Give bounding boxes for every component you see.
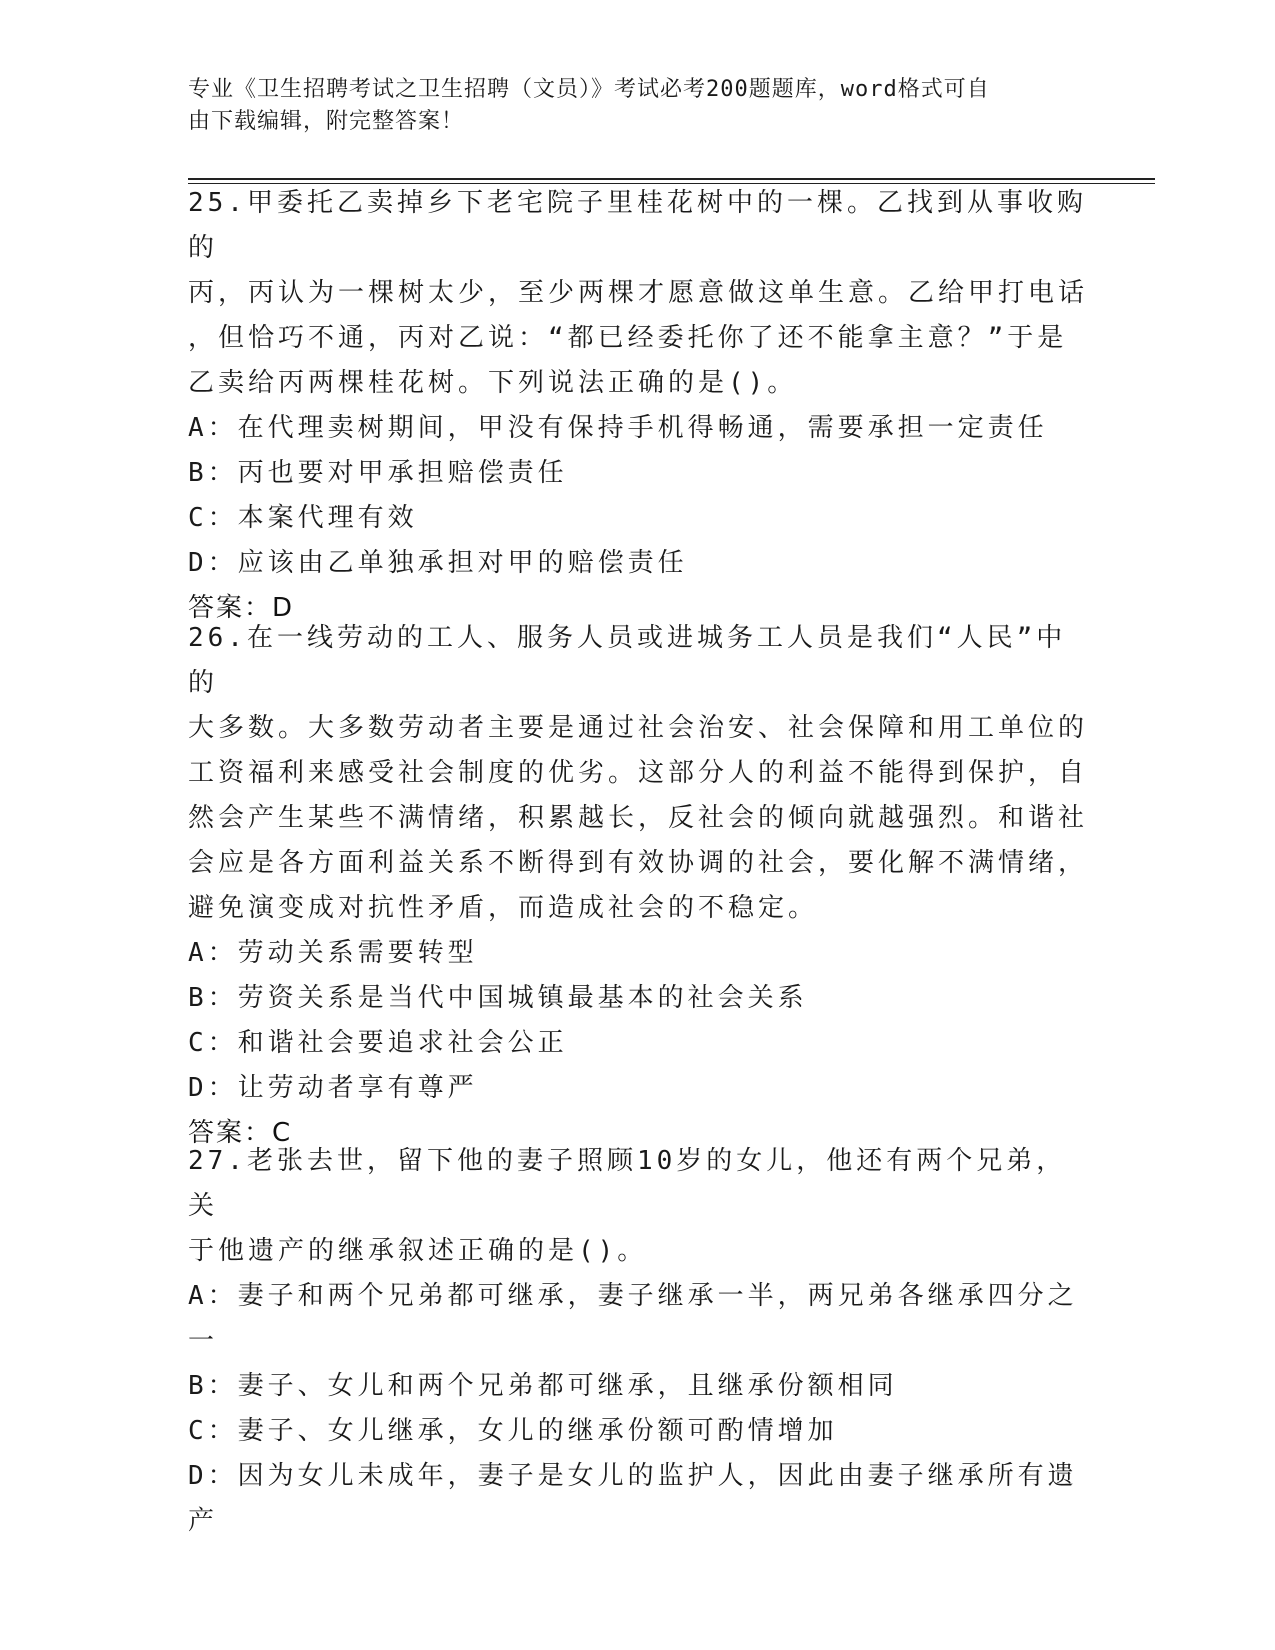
option-a: A：在代理卖树期间，甲没有保持手机得畅通，需要承担一定责任: [188, 413, 1048, 443]
question-stem: [188, 181, 1088, 406]
stem-line: 于他遗产的继承叙述正确的是()。: [188, 1236, 648, 1266]
option-a: A：妻子和两个兄弟都可继承，妻子继承一半，两兄弟各继承四分之一: [188, 1281, 1078, 1356]
stem-line: 然会产生某些不满情绪，积累越长，反社会的倾向就越强烈。和谐社: [188, 803, 1089, 833]
option-a: A：劳动关系需要转型: [188, 938, 478, 968]
question-stem: [188, 1139, 1088, 1274]
option-b: B：妻子、女儿和两个兄弟都可继承，且继承份额相同: [188, 1371, 898, 1401]
stem-line: 乙卖给丙两棵桂花树。下列说法正确的是()。: [188, 368, 798, 398]
stem-line: 27.老张去世，留下他的妻子照顾10岁的女儿，他还有两个兄弟，关: [188, 1146, 1067, 1221]
stem-line: 避免演变成对抗性矛盾，而造成社会的不稳定。: [188, 893, 819, 923]
answer: 答案：C: [188, 1118, 293, 1148]
option-d: D：让劳动者享有尊严: [188, 1073, 478, 1103]
option-d: D：因为女儿未成年，妻子是女儿的监护人，因此由妻子继承所有遗产: [188, 1461, 1078, 1536]
question-25: [188, 181, 1088, 631]
option-b: B：丙也要对甲承担赔偿责任: [188, 458, 568, 488]
stem-line: 大多数。大多数劳动者主要是通过社会治安、社会保障和用工单位的: [188, 713, 1089, 743]
option-b: B：劳资关系是当代中国城镇最基本的社会关系: [188, 983, 808, 1013]
question-27: [188, 1139, 1088, 1544]
answer: 答案：D: [188, 593, 295, 623]
option-c: C：妻子、女儿继承，女儿的继承份额可酌情增加: [188, 1416, 838, 1446]
header-line-1: 专业《卫生招聘考试之卫生招聘（文员）》考试必考200题题库，word格式可自: [188, 77, 990, 102]
document-header: [188, 74, 1068, 138]
question-26: [188, 616, 1088, 1156]
option-c: C：本案代理有效: [188, 503, 418, 533]
stem-line: ，但恰巧不通，丙对乙说：“都已经委托你了还不能拿主意？”于是: [188, 323, 1068, 353]
header-divider-thick: [188, 178, 1155, 180]
stem-line: 工资福利来感受社会制度的优劣。这部分人的利益不能得到保护，自: [188, 758, 1089, 788]
header-line-2: 由下载编辑，附完整答案！: [188, 109, 465, 134]
option-d: D：应该由乙单独承担对甲的赔偿责任: [188, 548, 688, 578]
question-stem: [188, 616, 1088, 931]
option-c: C：和谐社会要追求社会公正: [188, 1028, 568, 1058]
stem-line: 丙，丙认为一棵树太少，至少两棵才愿意做这单生意。乙给甲打电话: [188, 278, 1089, 308]
stem-line: 26.在一线劳动的工人、服务人员或进城务工人员是我们“人民”中的: [188, 623, 1067, 698]
stem-line: 会应是各方面利益关系不断得到有效协调的社会，要化解不满情绪，: [188, 848, 1089, 878]
stem-line: 25.甲委托乙卖掉乡下老宅院子里桂花树中的一棵。乙找到从事收购的: [188, 188, 1087, 263]
